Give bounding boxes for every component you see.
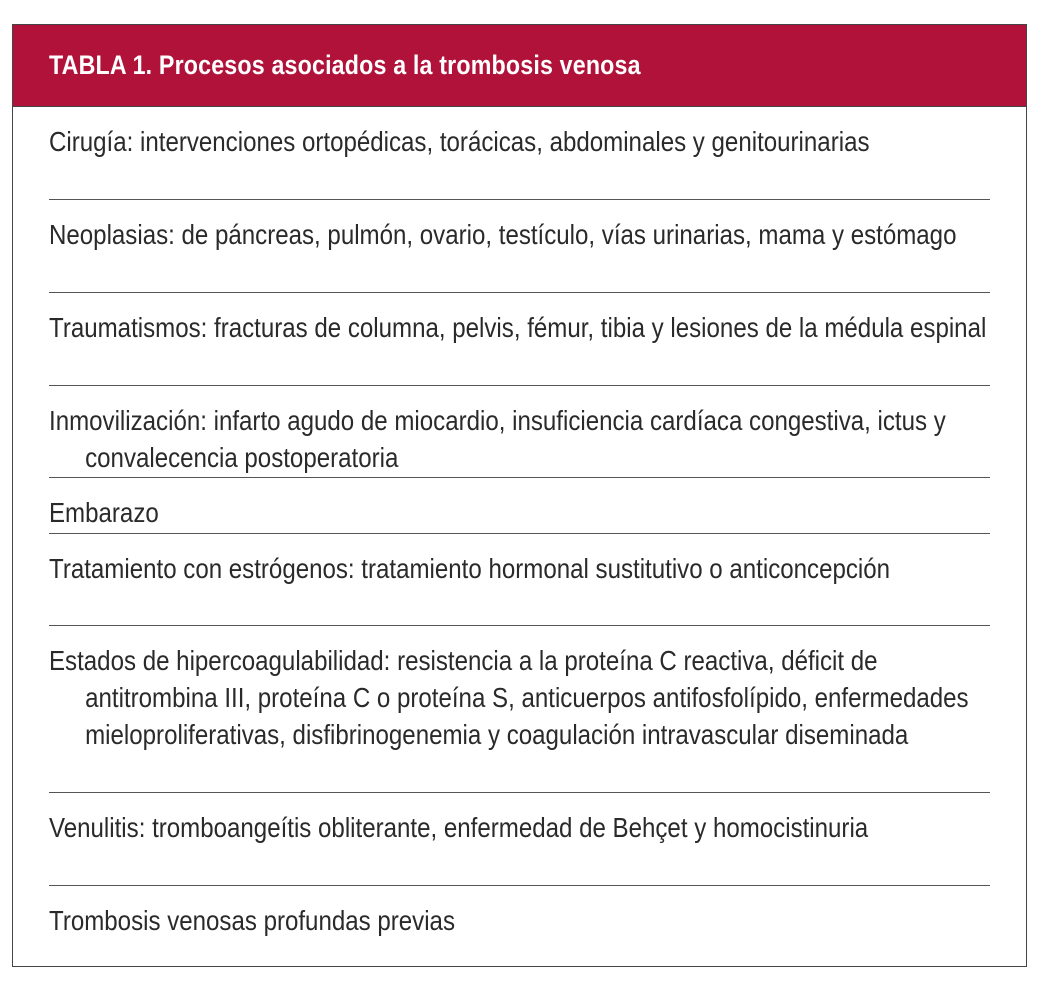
table-row (49, 534, 990, 626)
row-text: Embarazo (49, 497, 159, 528)
table-row (49, 386, 990, 478)
table-row (49, 200, 990, 293)
table-row (49, 478, 990, 534)
row-text: Tratamiento con estrógenos: tratamiento hormonal sustitutivo o anticoncepción (49, 553, 891, 584)
table-body (13, 107, 1026, 946)
table-row (49, 793, 990, 886)
row-text: Inmovilización: infarto agudo de miocardio, insuficiencia cardíaca congestiva, ictus y convalecencia postoperatoria (49, 405, 946, 473)
table-header (13, 25, 1026, 107)
table-container (12, 24, 1027, 967)
table-title: TABLA 1. Procesos asociados a la trombosis venosa (49, 50, 641, 80)
table-row (49, 626, 990, 793)
table-row (49, 293, 990, 386)
table-row (49, 886, 990, 946)
row-text: Cirugía: intervenciones ortopédicas, torácicas, abdominales y genitourinarias (49, 126, 870, 157)
row-text: Neoplasias: de páncreas, pulmón, ovario, testículo, vías urinarias, mama y estómago (49, 219, 957, 250)
table-row (49, 107, 990, 200)
row-text: Estados de hipercoagulabilidad: resistencia a la proteína C reactiva, déficit de antitrombina III, proteína C o proteína S, anticuerpos antifosfolípido, enfermedades mieloproliferativas, disfibrinogenemia y coagulación intravascular diseminada (49, 645, 969, 750)
row-text: Venulitis: tromboangeítis obliterante, enfermedad de Behçet y homocistinuria (49, 812, 869, 843)
row-text: Traumatismos: fracturas de columna, pelvis, fémur, tibia y lesiones de la médula espinal (49, 312, 987, 343)
row-text: Trombosis venosas profundas previas (49, 905, 455, 936)
